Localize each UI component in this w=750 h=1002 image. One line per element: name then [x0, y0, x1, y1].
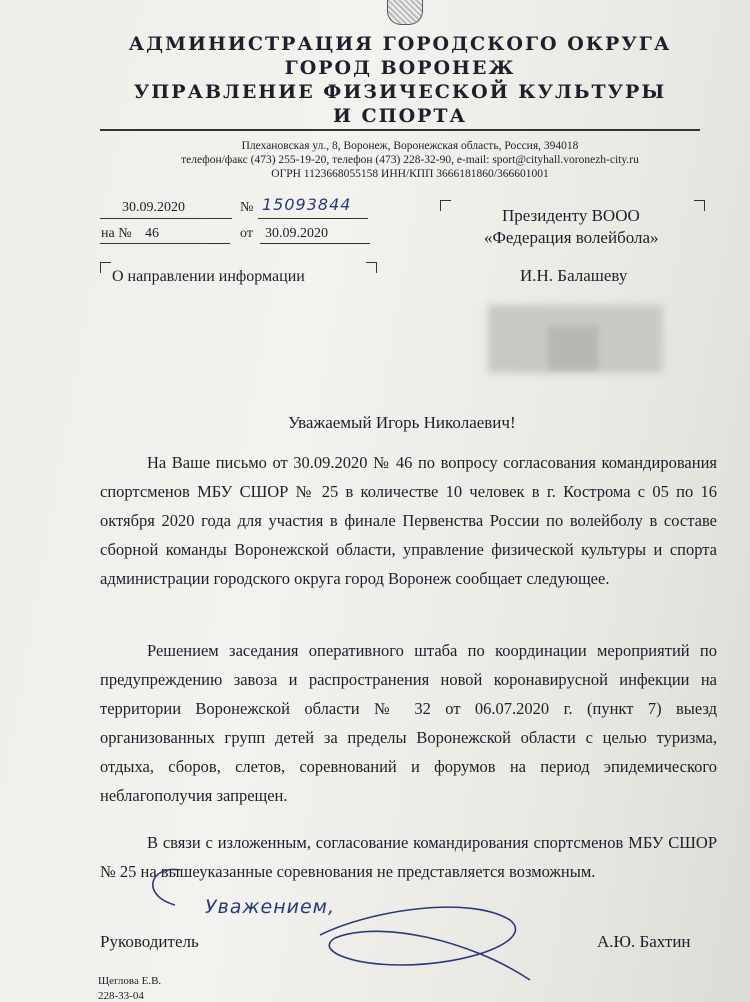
letter-date: 30.09.2020 — [122, 200, 185, 215]
number-underline — [258, 218, 368, 219]
greeting: Уважаемый Игорь Николаевич! — [288, 413, 516, 432]
executor-name: Щеглова Е.В. — [98, 975, 162, 987]
on-number: 46 — [145, 226, 159, 241]
date-underline — [100, 218, 232, 219]
org-name-line4: И СПОРТА — [332, 105, 468, 127]
address-line: Плехановская ул., 8, Воронеж, Воронежская область, Россия, 394018 — [241, 140, 579, 152]
handwritten-closing: Уважением, — [205, 896, 336, 918]
outgoing-number: 15093844 — [262, 195, 352, 214]
addressee-name: И.Н. Балашеву — [520, 266, 628, 285]
redacted-area-core — [548, 326, 598, 370]
on-number-label: на № — [101, 226, 132, 241]
signer-position: Руководитель — [100, 932, 199, 951]
addressee-line2: «Федерация волейбола» — [484, 228, 659, 247]
from-date-underline — [260, 243, 370, 244]
from-date: 30.09.2020 — [265, 226, 328, 241]
paragraph-3: В связи с изложенным, согласование командирования спортсменов МБУ СШОР № 25 на вышеуказанные соревнования не представляется возможным. — [100, 833, 717, 881]
registration-line: ОГРН 1123668055158 ИНН/КПП 3666181860/366601001 — [271, 168, 549, 180]
number-label: № — [240, 200, 254, 215]
executor-phone: 228-33-04 — [98, 990, 144, 1002]
subject-corner-left — [100, 262, 111, 273]
paragraph-1: На Ваше письмо от 30.09.2020 № 46 по вопросу согласования командирования спортсменов МБУ СШОР № 25 в количестве 10 человек в г. Кострома с 05 по 16 октября 2020 года для участия в финале Первенства России по волейболу в составе сборной команды Воронежской области, управление физической культуры и спорта администрации городского округа город Воронеж сообщает следующее. — [100, 453, 717, 588]
org-name-line1: АДМИНИСТРАЦИЯ ГОРОДСКОГО ОКРУГА — [128, 33, 672, 55]
addressee-corner-right — [694, 200, 705, 211]
signature-scribble — [140, 840, 570, 1000]
signer-name: А.Ю. Бахтин — [597, 932, 691, 951]
on-number-underline — [100, 243, 230, 244]
header-divider — [100, 129, 700, 131]
subject: О направлении информации — [112, 268, 305, 285]
addressee-line1: Президенту ВООО — [502, 206, 640, 225]
paragraph-2: Решением заседания оперативного штаба по координации мероприятий по предупреждению завоза и распространения новой коронавирусной инфекции на территории Воронежской области № 32 от 06.07.2020 г. (пункт 7) выезд организованных групп детей за пределы Воронежской области с целью туризма, отдыха, сборов, слетов, соревнований и форумов на период эпидемического неблагополучия запрещен. — [100, 641, 717, 805]
subject-corner-right — [366, 262, 377, 273]
contacts-line: телефон/факс (473) 255-19-20, телефон (473) 228-32-90, e-mail: sport@cityhall.voronezh-city.ru — [181, 154, 639, 166]
org-name-line3: УПРАВЛЕНИЕ ФИЗИЧЕСКОЙ КУЛЬТУРЫ — [133, 81, 667, 103]
addressee-corner-left — [440, 200, 451, 211]
from-label: от — [240, 226, 253, 241]
coat-of-arms-icon — [387, 0, 423, 25]
org-name-line2: ГОРОД ВОРОНЕЖ — [284, 57, 516, 79]
